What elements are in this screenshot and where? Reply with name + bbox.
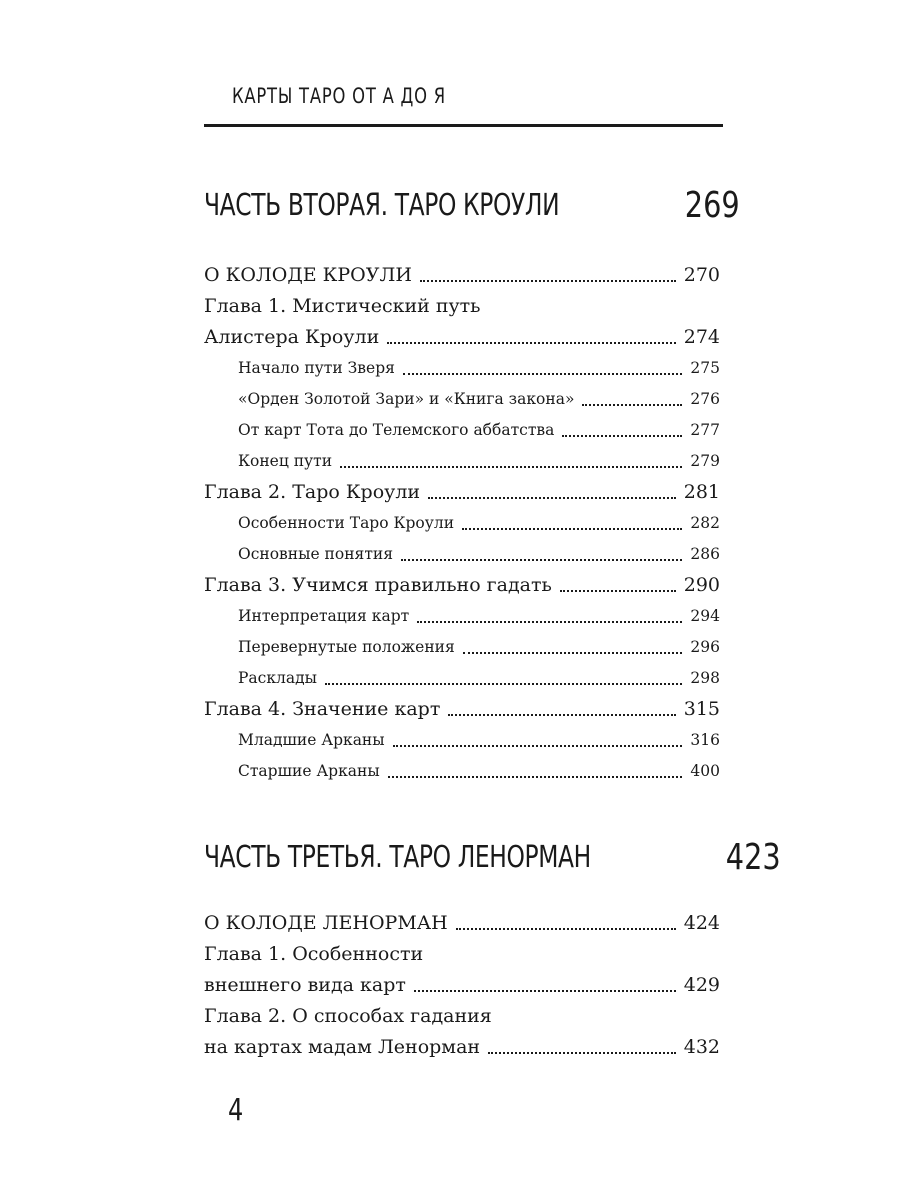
toc-entry-label: Основные понятия (238, 545, 393, 563)
toc-entry[interactable] (204, 539, 720, 570)
toc-entry[interactable] (204, 322, 720, 353)
toc-entry-page: 290 (683, 574, 720, 596)
toc-entry-page: 400 (690, 762, 720, 780)
toc-entry[interactable] (204, 353, 720, 384)
toc-entry-page: 276 (690, 390, 720, 408)
toc-entry[interactable] (204, 908, 720, 939)
toc-entry-label: Глава 2. О способах гадания (204, 1005, 492, 1027)
toc-entry-label: О КОЛОДЕ ЛЕНОРМАН (204, 912, 448, 934)
toc-entry[interactable] (204, 970, 720, 1001)
toc-entry[interactable] (204, 570, 720, 601)
part-page-number: 423 (725, 837, 781, 878)
leader-dots (403, 373, 683, 375)
part-page-number: 269 (685, 185, 741, 226)
toc-entry-label: От карт Тота до Телемского аббатства (238, 421, 555, 439)
leader-dots (417, 621, 682, 623)
toc-entry-page: 315 (683, 698, 720, 720)
part-heading (204, 180, 741, 226)
toc-entry-page: 294 (690, 607, 720, 625)
toc-entry-page: 424 (683, 912, 720, 934)
toc-entry[interactable] (204, 260, 720, 291)
toc-list (204, 908, 720, 1063)
toc-entry[interactable] (204, 1032, 720, 1063)
leader-dots (387, 342, 675, 344)
toc-entry[interactable] (204, 663, 720, 694)
toc-entry[interactable] (204, 725, 720, 756)
toc-entry-label: Глава 4. Значение карт (204, 698, 441, 720)
toc-entry[interactable] (204, 632, 720, 663)
toc-entry[interactable] (204, 1001, 720, 1032)
leader-dots (414, 990, 676, 992)
toc-entry-label: Алистера Кроули (204, 326, 380, 348)
leader-dots (393, 745, 683, 747)
toc-entry-label: на картах мадам Ленорман (204, 1036, 481, 1058)
toc-entry-label: Расклады (238, 669, 318, 687)
toc-entry-label: Начало пути Зверя (238, 359, 395, 377)
toc-list (204, 260, 720, 787)
leader-dots (456, 928, 676, 930)
toc-entry[interactable] (204, 415, 720, 446)
toc-entry-label: Глава 2. Таро Кроули (204, 481, 421, 503)
toc-entry-page: 275 (690, 359, 720, 377)
leader-dots (560, 590, 676, 592)
leader-dots (582, 404, 682, 406)
leader-dots (428, 497, 676, 499)
leader-dots (448, 714, 675, 716)
toc-entry[interactable] (204, 508, 720, 539)
leader-dots (388, 776, 683, 778)
leader-dots (562, 435, 682, 437)
toc-entry[interactable] (204, 694, 720, 725)
leader-dots (325, 683, 682, 685)
toc-entry-page: 429 (683, 974, 720, 996)
part-title: ЧАСТЬ ВТОРАЯ. ТАРО КРОУЛИ (204, 188, 560, 223)
part-heading (204, 832, 781, 878)
leader-dots (462, 528, 682, 530)
toc-entry-label: Конец пути (238, 452, 333, 470)
toc-entry-label: Перевернутые положения (238, 638, 455, 656)
leader-dots (340, 466, 682, 468)
toc-entry-label: Младшие Арканы (238, 731, 385, 749)
page-number: 4 (228, 1093, 244, 1128)
toc-entry-page: 432 (683, 1036, 720, 1058)
toc-entry-page: 279 (690, 452, 720, 470)
leader-dots (401, 559, 682, 561)
part-title: ЧАСТЬ ТРЕТЬЯ. ТАРО ЛЕНОРМАН (204, 840, 591, 875)
toc-entry[interactable] (204, 601, 720, 632)
toc-entry-label: Интерпретация карт (238, 607, 410, 625)
toc-entry[interactable] (204, 384, 720, 415)
toc-entry-label: О КОЛОДЕ КРОУЛИ (204, 264, 412, 286)
toc-entry[interactable] (204, 446, 720, 477)
toc-entry[interactable] (204, 477, 720, 508)
toc-entry-page: 274 (683, 326, 720, 348)
toc-entry-label: Особенности Таро Кроули (238, 514, 455, 532)
toc-entry-label: Глава 1. Особенности (204, 943, 424, 965)
leader-dots (420, 280, 676, 282)
toc-entry-page: 296 (690, 638, 720, 656)
toc-entry-label: внешнего вида карт (204, 974, 406, 996)
toc-entry-page: 316 (690, 731, 720, 749)
toc-entry-page: 277 (690, 421, 720, 439)
toc-entry-page: 270 (683, 264, 720, 286)
toc-entry-label: «Орден Золотой Зари» и «Книга закона» (238, 390, 575, 408)
leader-dots (488, 1052, 676, 1054)
toc-entry-page: 282 (690, 514, 720, 532)
toc-entry-label: Глава 3. Учимся правильно гадать (204, 574, 552, 596)
leader-dots (463, 652, 683, 654)
toc-entry-label: Глава 1. Мистический путь (204, 295, 481, 317)
header-rule (204, 124, 723, 127)
toc-entry-page: 281 (683, 481, 720, 503)
toc-entry-page: 298 (690, 669, 720, 687)
toc-entry-page: 286 (690, 545, 720, 563)
running-header-title: КАРТЫ ТАРО ОТ А ДО Я (232, 84, 446, 108)
toc-entry[interactable] (204, 291, 720, 322)
toc-entry[interactable] (204, 939, 720, 970)
toc-entry[interactable] (204, 756, 720, 787)
toc-entry-label: Старшие Арканы (238, 762, 380, 780)
